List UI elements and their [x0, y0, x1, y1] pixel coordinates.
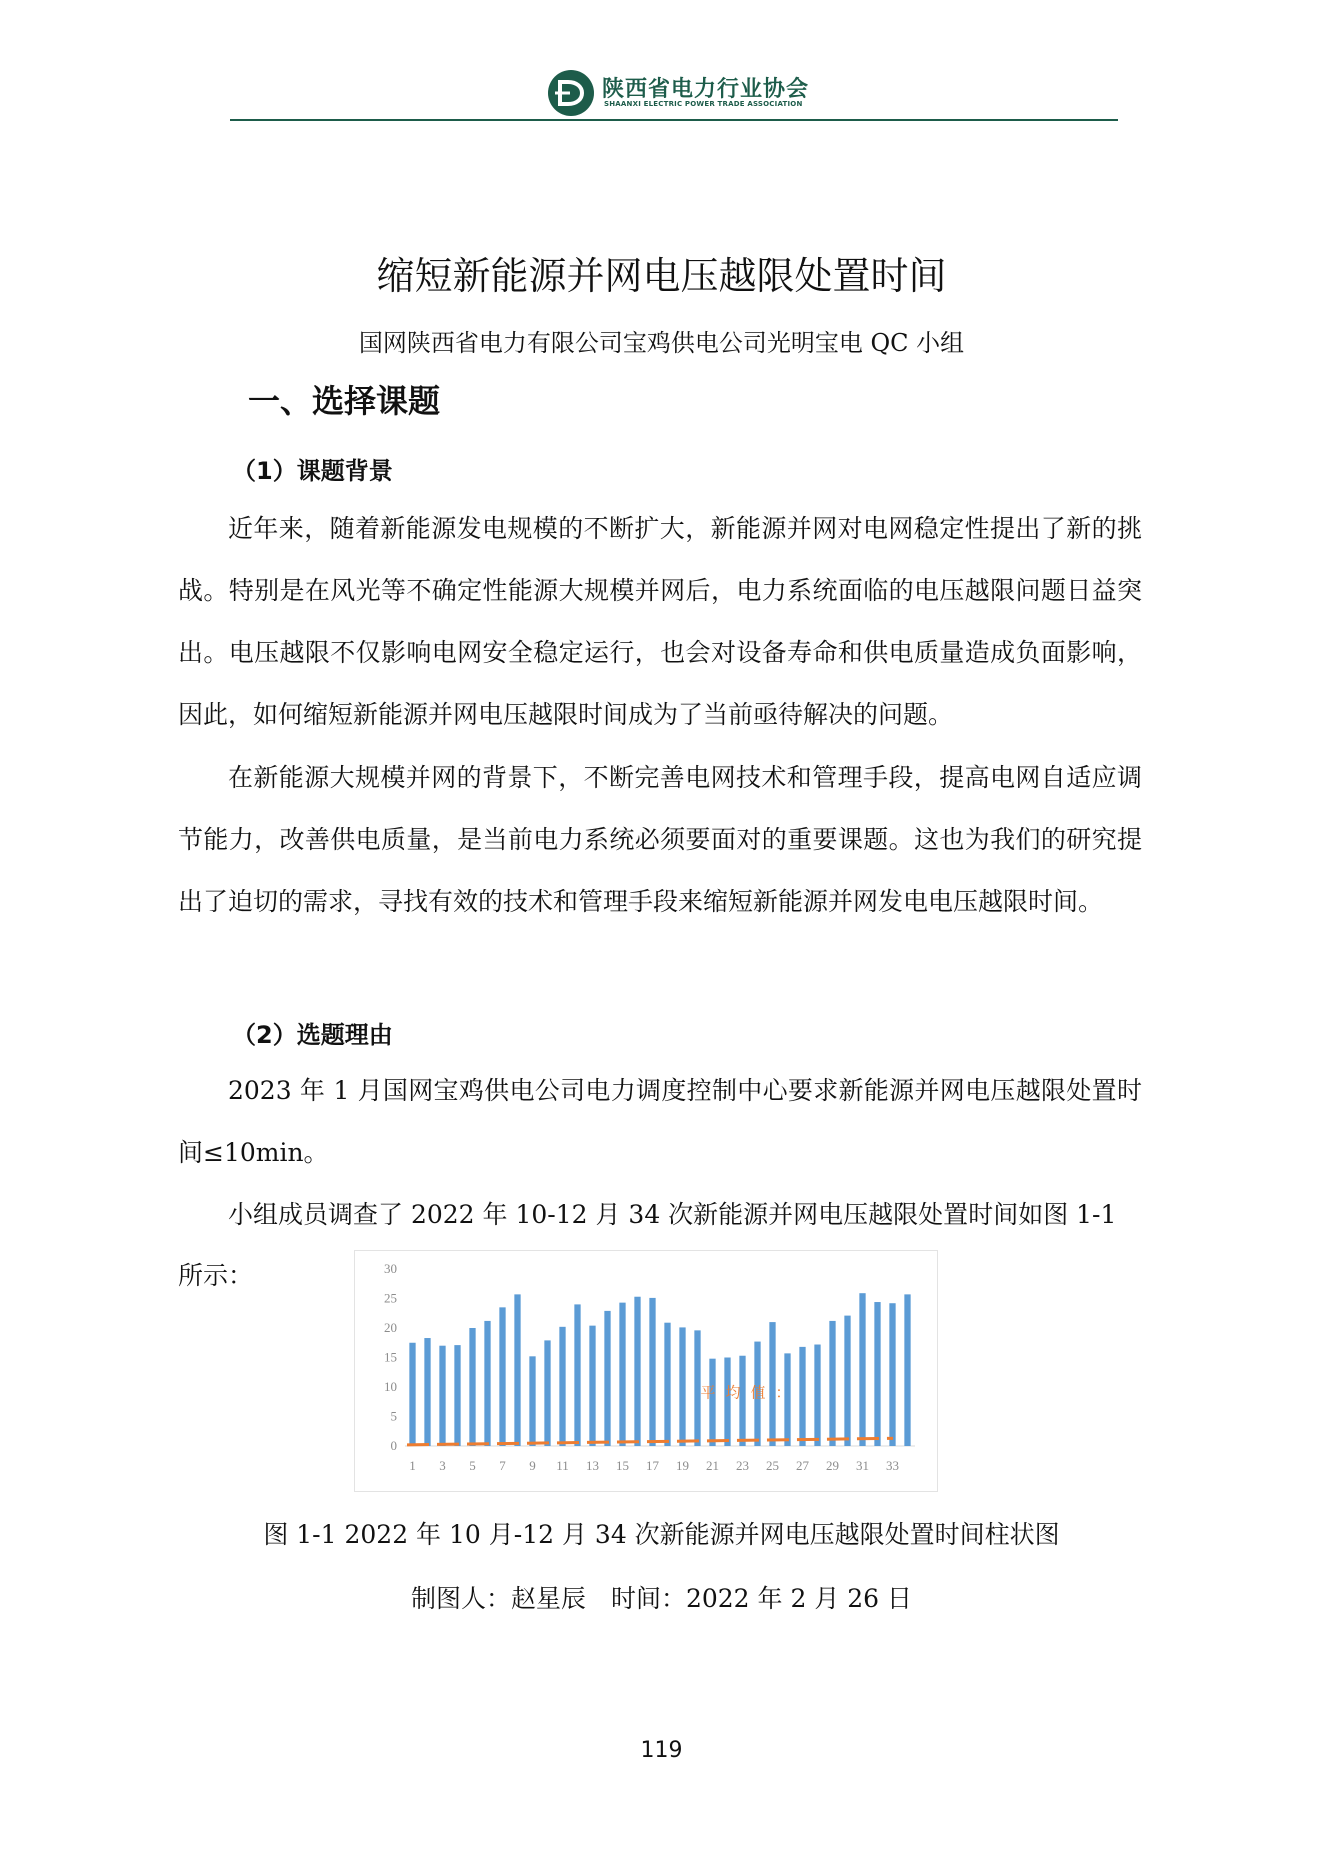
bar: [679, 1327, 685, 1446]
x-tick-label: 23: [736, 1458, 749, 1473]
bar: [574, 1304, 580, 1446]
bar: [604, 1311, 610, 1446]
x-tick-label: 33: [886, 1458, 899, 1473]
y-tick-label: 0: [390, 1438, 397, 1453]
header-divider: [230, 119, 1118, 121]
page-number: 119: [640, 1738, 683, 1763]
bar: [814, 1345, 820, 1446]
x-tick-label: 5: [469, 1458, 476, 1473]
page-header: [230, 60, 1118, 122]
y-tick-label: 10: [384, 1379, 397, 1394]
document-title: 缩短新能源并网电压越限处置时间: [376, 254, 947, 298]
bar: [409, 1343, 415, 1446]
association-name-en: SHAANXI ELECTRIC POWER TRADE ASSOCIATION: [604, 100, 803, 108]
x-tick-label: 13: [586, 1458, 599, 1473]
bar: [559, 1327, 565, 1446]
bar: [844, 1316, 850, 1446]
bar: [889, 1303, 895, 1446]
bar: [709, 1359, 715, 1446]
x-tick-label: 1: [409, 1458, 416, 1473]
bar: [829, 1321, 835, 1446]
x-tick-label: 29: [826, 1458, 839, 1473]
association-name: 陕西省电力行业协会: [602, 77, 810, 102]
paragraph-background-1: 近年来，随着新能源发电规模的不断扩大，新能源并网对电网稳定性提出了新的挑战。特别是在风光等不确定性能源大规模并网后，电力系统面临的电压越限问题日益突出。电压越限不仅影响电网安全稳定运行，也会对设备寿命和供电质量造成负面影响，因此，如何缩短新能源并网电压越限时间成为了当前亟待解决的问题。: [178, 514, 1142, 729]
bar: [514, 1294, 520, 1446]
bar-chart: [354, 1250, 938, 1492]
bar: [649, 1298, 655, 1446]
bar: [454, 1345, 460, 1446]
x-tick-label: 19: [676, 1458, 689, 1473]
bar: [859, 1293, 865, 1446]
document-subtitle: 国网陕西省电力有限公司宝鸡供电公司光明宝电 QC 小组: [358, 329, 965, 357]
paragraph-background-2: 在新能源大规模并网的背景下，不断完善电网技术和管理手段，提高电网自适应调节能力，改善供电质量，是当前电力系统必须要面对的重要课题。这也为我们的研究提出了迫切的需求，寻找有效的技术和管理手段来缩短新能源并网发电电压越限时间。: [178, 763, 1142, 916]
x-tick-label: 9: [529, 1458, 536, 1473]
bar: [634, 1297, 640, 1446]
bar: [469, 1328, 475, 1446]
y-tick-label: 15: [384, 1349, 397, 1365]
bar: [529, 1356, 535, 1446]
paragraph-survey-tail: 所示：: [178, 1261, 254, 1290]
bar: [664, 1323, 670, 1446]
x-tick-label: 3: [439, 1458, 446, 1473]
x-tick-label: 31: [856, 1458, 869, 1473]
association-logo-icon: [546, 68, 596, 118]
bar: [904, 1294, 910, 1446]
x-tick-label: 27: [796, 1458, 809, 1473]
bar-chart-svg: [355, 1251, 937, 1491]
average-line-label: 平均值：: [700, 1383, 801, 1402]
bar: [724, 1358, 730, 1447]
x-tick-label: 11: [556, 1458, 569, 1473]
figure-maker: 制图人：赵星辰 时间：2022 年 2 月 26 日: [410, 1584, 913, 1613]
y-tick-label: 5: [390, 1408, 397, 1424]
x-tick-label: 15: [616, 1458, 629, 1473]
y-tick-label: 30: [384, 1261, 397, 1276]
bar: [544, 1340, 550, 1446]
bar: [439, 1346, 445, 1446]
subsection-heading-background: （1）课题背景: [232, 457, 393, 485]
x-tick-label: 7: [499, 1458, 506, 1473]
x-tick-label: 17: [646, 1458, 659, 1473]
bar: [589, 1326, 595, 1446]
bar: [619, 1303, 625, 1446]
x-tick-label: 25: [766, 1458, 779, 1473]
paragraph-requirement: 2023 年 1 月国网宝鸡供电公司电力调度控制中心要求新能源并网电压越限处置时间≤10min。: [178, 1076, 1142, 1167]
x-tick-label: 21: [706, 1458, 719, 1473]
bar: [499, 1307, 505, 1446]
section-heading: 一、选择课题: [248, 382, 441, 420]
bar: [874, 1302, 880, 1446]
figure-caption: 图 1-1 2022 年 10 月-12 月 34 次新能源并网电压越限处置时间柱状图: [263, 1520, 1060, 1549]
y-tick-label: 20: [384, 1320, 397, 1335]
paragraph-survey: 小组成员调查了 2022 年 10-12 月 34 次新能源并网电压越限处置时间如图 1-1: [228, 1200, 1117, 1229]
y-tick-label: 25: [384, 1290, 397, 1306]
bar: [424, 1338, 430, 1446]
bar: [484, 1321, 490, 1446]
subsection-heading-reason: （2）选题理由: [232, 1021, 393, 1049]
